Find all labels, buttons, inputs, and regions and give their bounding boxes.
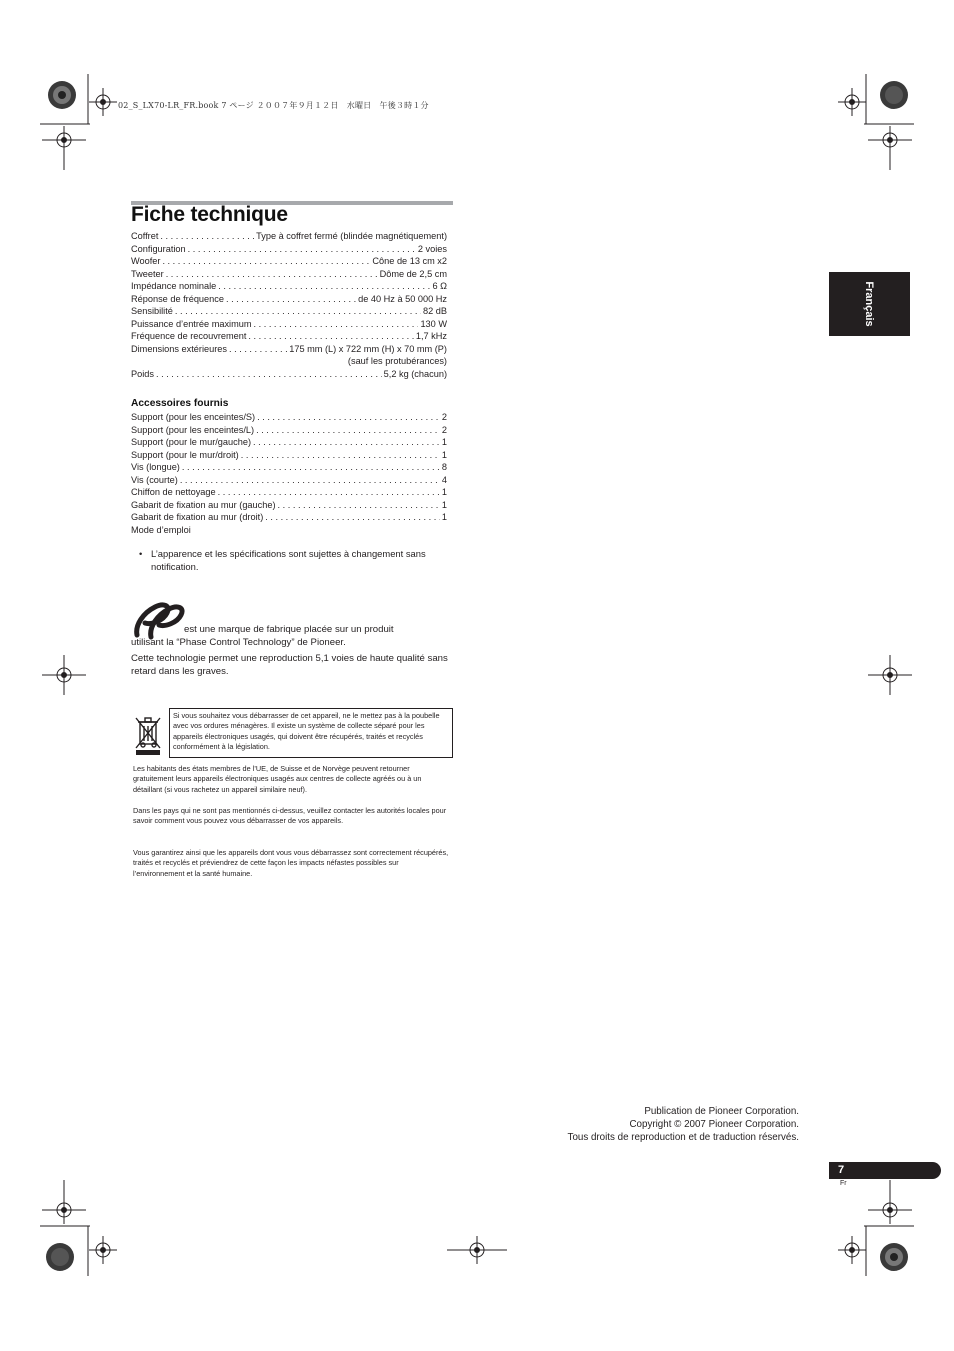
- accessories-heading: Accessoires fournis: [131, 398, 229, 409]
- spec-value: 130 W: [420, 318, 447, 329]
- accessory-row: Gabarit de fixation au mur (droit) . . . 1: [131, 511, 447, 524]
- bullet-icon: •: [139, 548, 143, 559]
- spec-label: Dimensions extérieures: [131, 343, 227, 354]
- weee-paragraph: Dans les pays qui ne sont pas mentionnés ci-dessus, veuillez contacter les autorités locales pour savoir comment vous pouvez vous débarrasser de vos appareils.: [133, 806, 447, 826]
- weee-paragraph: Vous garantirez ainsi que les appareils dont vous vous débarrassez sont correctement récupérés, traités et recyclés et préviendrez de cette façon les impacts néfastes possibles sur l’environnement et la santé humaine.: [133, 848, 449, 878]
- weee-paragraph: Les habitants des états membres de l’UE, de Suisse et de Norvège peuvent retourner gratuitement leurs appareils électroniques usagés aux centres de collecte agréés ou à un détaillant (si vous rachetez un appareil similaire neuf).: [133, 764, 422, 794]
- spec-label: Poids: [131, 368, 154, 379]
- spec-row: [131, 280, 447, 293]
- accessory-row: Vis (longue) . . . 8: [131, 461, 447, 474]
- spec-row: [131, 305, 447, 318]
- spec-label: Sensibilité: [131, 306, 173, 316]
- spec-list: [131, 230, 447, 380]
- page-number-tab: [829, 1162, 941, 1179]
- spec-value: 82 dB: [422, 306, 447, 316]
- spec-row: [131, 243, 447, 256]
- accessory-row: Support (pour le mur/gauche) . . . 1: [131, 436, 447, 449]
- page-title: Fiche technique: [131, 203, 288, 226]
- publication-info: Publication de Pioneer Corporation. Copyright © 2007 Pioneer Corporation. Tous droits de reproduction et de traduction réservés.: [567, 1106, 799, 1143]
- spec-value: Type à coffret fermé (blindée magnétiquement): [256, 231, 447, 241]
- spec-row: [131, 318, 447, 331]
- spec-label: Woofer: [131, 256, 161, 266]
- print-header: 02_S_LX70-LR_FR.book 7 ページ ２００７年９月１２日 水曜日 午後３時１分: [118, 101, 429, 110]
- spec-row: [131, 268, 447, 281]
- spec-label: Fréquence de recouvrement: [131, 331, 247, 341]
- language-tab: [829, 272, 910, 336]
- accessories-list: [131, 411, 447, 536]
- spec-value: Cône de 13 cm x2: [372, 256, 447, 266]
- spec-value: Dôme de 2,5 cm: [379, 268, 447, 279]
- phase-control-description: Cette technologie permet une reproduction 5,1 voies de haute qualité sans retard dans les graves.: [131, 653, 448, 677]
- spec-label: Coffret: [131, 231, 159, 241]
- spec-label: Impédance nominale: [131, 281, 217, 291]
- spec-row: [131, 255, 447, 268]
- spec-change-note: • L’apparence et les spécifications sont sujettes à changement sans notification.: [139, 548, 426, 572]
- accessory-row: Vis (courte) . . . 4: [131, 474, 447, 487]
- spec-label: Configuration: [131, 243, 186, 254]
- language-tab-label: Français: [863, 281, 875, 327]
- weee-notice-box: Si vous souhaitez vous débarrasser de cet appareil, ne le mettez pas à la poubelle avec vos ordures ménagères. Il existe un système de collecte séparé pour les appareils électroniques usagés, qui doivent être récupérés, traités et recyclés conformément à la législation.: [169, 708, 453, 758]
- spec-label: Réponse de fréquence: [131, 293, 224, 304]
- spec-value: 175 mm (L) x 722 mm (H) x 70 mm (P): [289, 343, 447, 354]
- phase-control-text: est une marque de fabrique placée sur un produit utilisant la “Phase Control Technology” de Pioneer.: [131, 624, 394, 648]
- spec-row: [131, 293, 447, 306]
- spec-row: [131, 230, 447, 243]
- spec-value: 1,7 kHz: [415, 331, 447, 341]
- accessory-row: Support (pour les enceintes/L) . . . 2: [131, 424, 447, 437]
- accessory-row: Support (pour le mur/droit) . . . 1: [131, 449, 447, 462]
- spec-subvalue: (sauf les protubérances): [347, 356, 447, 366]
- spec-label: Tweeter: [131, 268, 164, 279]
- weee-bin-icon: [134, 714, 162, 756]
- accessory-row: Support (pour les enceintes/S) . . . 2: [131, 411, 447, 424]
- page-number: 7: [838, 1164, 845, 1176]
- page-language-code: Fr: [840, 1180, 847, 1187]
- spec-label: Puissance d’entrée maximum: [131, 318, 252, 329]
- spec-row: [131, 343, 447, 356]
- spec-value: de 40 Hz à 50 000 Hz: [358, 293, 447, 304]
- spec-row: [131, 330, 447, 343]
- accessory-row: Mode d’emploi: [131, 524, 191, 535]
- spec-value: 6 Ω: [432, 281, 447, 291]
- spec-row: [131, 368, 447, 381]
- spec-value: 5,2 kg (chacun): [383, 368, 447, 379]
- accessory-row: Gabarit de fixation au mur (gauche) . . . 1: [131, 499, 447, 512]
- accessory-row: Chiffon de nettoyage . . . 1: [131, 486, 447, 499]
- spec-value: 2 voies: [417, 243, 447, 254]
